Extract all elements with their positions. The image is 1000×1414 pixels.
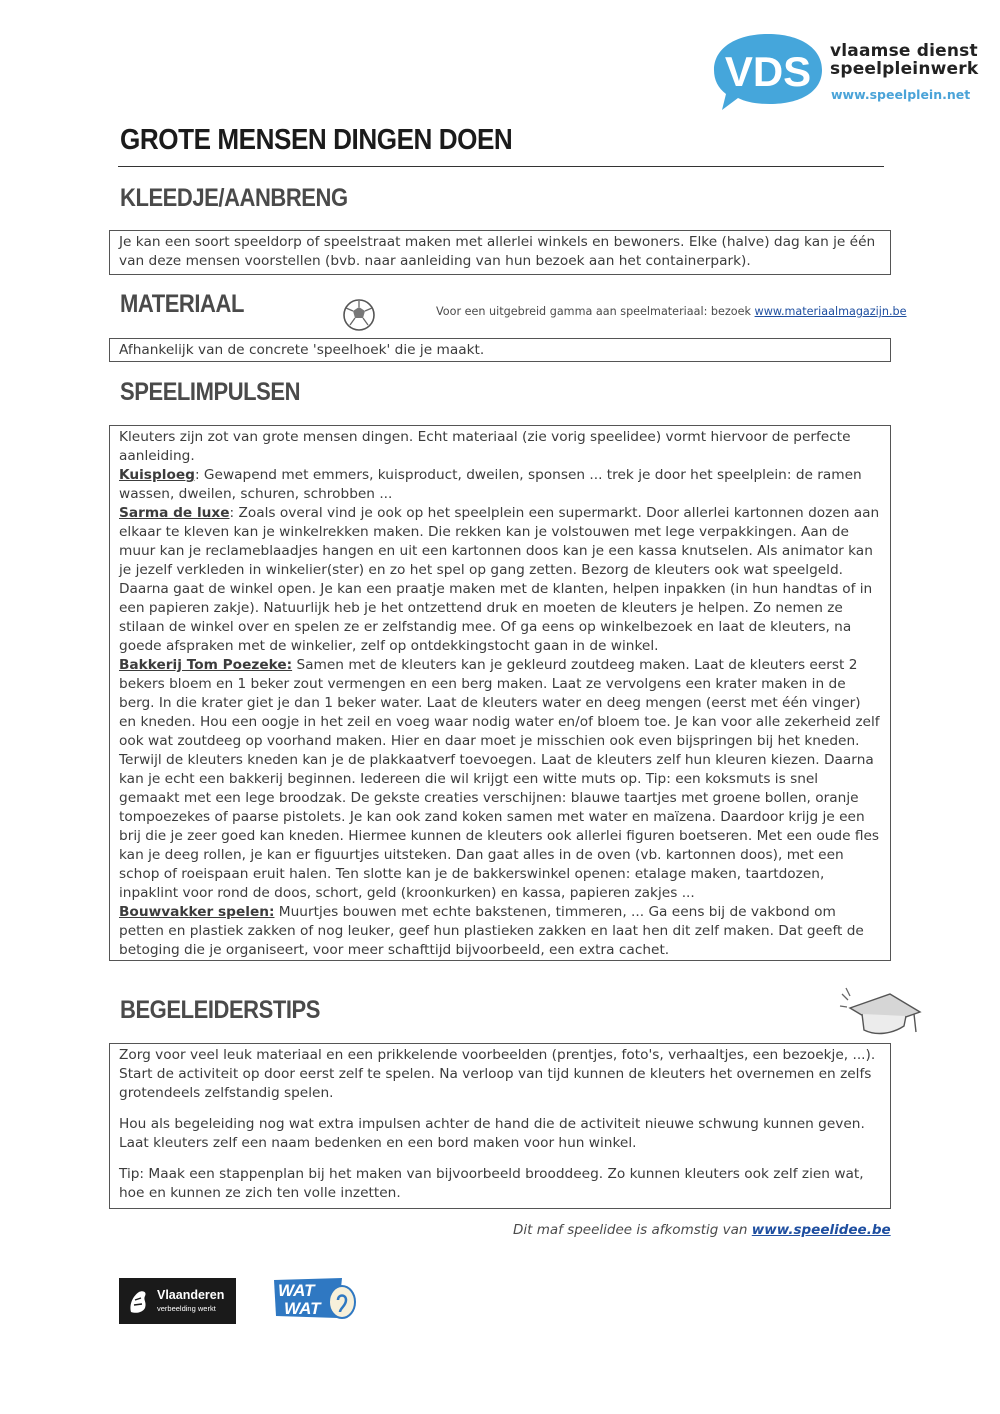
footer-note [513, 1222, 891, 1238]
tips-paragraph-1: Zorg voor veel leuk materiaal en een prikkelende voorbeelden (prentjes, foto's, verhaaltjes, een bezoekje, ...). Start de activiteit op door eerst zelf te spelen. Na verloop van tijd kunnen de kleuters het overnemen en zelfs grotendeels zelfstandig spelen. [119, 1047, 876, 1101]
materiaal-note-text: Voor een uitgebreid gamma aan speelmateriaal: bezoek [436, 305, 751, 318]
org-name [830, 42, 980, 78]
org-name-line2: speelpleinwerk [830, 59, 979, 79]
impuls-text: Samen met de kleuters kan je gekleurd zoutdeeg maken. Laat de kleuters eerst 2 bekers bloem en 1 beker zout vermengen en een berg maken. Laat ze vervolgens een krater maken in de berg. In die krater giet je dan 1 beker water. Laat de kleuters water en deeg mengen (eerst met één vinger) en kneden. Hou een oogje in het zeil en voeg waar nodig water en/of bloem toe. Je kan voor alle zekerheid zelf ook wat zoutdeeg op voorhand maken. Hier en daar moet je misschien ook even bijspringen bij het kneden. Terwijl de kleuters kneden kan je de plakkaatverf toevoegen. Laat de kleuters zelf hun kleuren kiezen. Daarna kan je echt een bakkerij beginnen. Iedereen die wil krijgt een witte muts op. Tip: een koksmuts is snel gemaakt met een lege broodzak. De gekste creaties verschijnen: blauwe taartjes met groene bollen, oranje tompoezekes of paarse pistolets. Je kan ook zand koken samen met water en maïzena. Daardoor krijg je een brij die je zeer goed kan kneden. Hiermee kunnen de kleuters ook allerlei figuren boetseren. Met een oude fles kan je deeg rollen, je kan er figuurtjes uitsteken. Dan gaat alles in de oven (vb. kartonnen doos), met een schop of roeispaan eruit halen. Ten slotte kan je de bakkerswinkel openen: etalage maken, taartdozen, inpaklint voor rond de doos, schort, geld (kroonkurken) en kassa, papieren zakjes ... [119, 657, 880, 901]
impuls-kuisploeg [119, 466, 881, 504]
org-name-line1: vlaamse dienst [830, 41, 978, 61]
vds-logo-bubble [712, 30, 824, 112]
impuls-bouwvakker [119, 903, 881, 960]
vlaanderen-logo-title: Vlaanderen [157, 1288, 225, 1302]
lion-icon [125, 1286, 151, 1316]
impuls-text: Muurtjes bouwen met echte bakstenen, timmeren, ... Ga eens bij de vakbond om petten en plastiek zakken of nog leuker, geef hun plastieken zakken en laat hen dit zelf maken. Dat geeft de betoging die je organiseert, voor meer schafttijd bijvoorbeeld, een extra cachet. [119, 904, 864, 958]
tips-paragraph-3: Tip: Maak een stappenplan bij het maken van bijvoorbeeld brooddeeg. Zo kunnen kleuters ook zelf zien wat, hoe en kunnen ze zich ten volle inzetten. [119, 1166, 864, 1201]
materiaal-text: Afhankelijk van de concrete 'speelhoek' die je maakt. [119, 342, 485, 358]
vds-logo-letters: VDS [724, 48, 812, 95]
title-divider [118, 166, 884, 167]
speelimpulsen-box [109, 425, 891, 961]
heading-begeleiderstips: BEGELEIDERSTIPS [120, 996, 320, 1024]
impuls-label: Sarma de luxe [119, 505, 230, 521]
impuls-label: Bakkerij Tom Poezeke: [119, 657, 293, 673]
heading-materiaal: MATERIAAL [120, 290, 244, 318]
impuls-sarma [119, 504, 881, 656]
impuls-text: Gewapend met emmers, kuisproduct, dweilen, sponsen ... trek je door het speelplein: de ramen wassen, dweilen, schuren, schrobben ... [119, 467, 862, 502]
watwat-logo-line2: WAT [284, 1299, 321, 1318]
footer-note-text: Dit maf speelidee is afkomstig van [513, 1222, 748, 1238]
heading-speelimpulsen: SPEELIMPULSEN [120, 378, 301, 406]
tips-paragraph-2: Hou als begeleiding nog wat extra impulsen achter de hand die de activiteit nieuwe schwung kunnen geven. Laat kleuters zelf een naam bedenken en een bord maken voor hun winkel. [119, 1116, 865, 1151]
org-website[interactable]: www.speelplein.net [831, 87, 971, 102]
speelimpulsen-intro: Kleuters zijn zot van grote mensen dingen. Echt materiaal (zie vorig speelidee) vormt hiervoor de perfecte aanleiding. [119, 429, 851, 464]
impuls-label: Kuisploeg [119, 467, 195, 483]
kleedje-box [109, 230, 891, 275]
impuls-sep: : [194, 467, 200, 483]
materiaal-box [109, 338, 891, 362]
watwat-logo-line1: WAT [278, 1281, 315, 1300]
impuls-label: Bouwvakker spelen: [119, 904, 275, 920]
begeleiderstips-box [109, 1043, 891, 1209]
speelidee-link[interactable]: www.speelidee.be [751, 1222, 891, 1238]
impuls-bakkerij [119, 656, 881, 903]
materiaal-note [436, 305, 907, 318]
graduation-cap-icon [838, 986, 924, 1044]
materiaalmagazijn-link[interactable]: www.materiaalmagazijn.be [754, 305, 907, 318]
kleedje-text: Je kan een soort speeldorp of speelstraat maken met allerlei winkels en bewoners. Elke (halve) dag kan je één van deze mensen voorstellen (bvb. naar aanleiding van hun bezoek aan het containerpark). [119, 234, 876, 269]
football-icon [340, 297, 378, 333]
watwat-logo [272, 1276, 356, 1321]
impuls-sep: : [229, 505, 235, 521]
vlaanderen-logo [119, 1278, 236, 1324]
vlaanderen-logo-tagline: verbeelding werkt [157, 1304, 216, 1313]
page-title: GROTE MENSEN DINGEN DOEN [120, 124, 513, 156]
impuls-text: Zoals overal vind je ook op het speelplein een supermarkt. Door allerlei kartonnen dozen aan elkaar te kleven kan je winkelrekken maken. Die rekken kan je volstouwen met lege verpakkingen. Aan de muur kan je reclameblaadjes hangen en uit een kartonnen doos kan je een kassa knutselen. Als animator kan je jezelf verkleden in winkelier(ster) en zo het spel op gang zetten. Bezorg de kleuters ook wat speelgeld. Daarna gaat de winkel open. Je kan een praatje maken met de klanten, helpen inpakken (in hun handtas of in een papieren zakje). Natuurlijk heb je het ontzettend druk en moeten de kleuters je helpen. Zo nemen ze stilaan de winkel over en spelen ze er zelfstandig mee. Of ga eens op winkelbezoek en laat de kleuters, na goede afspraken met de winkelier, zelf op ontdekkingstocht gaan in de winkel. [119, 505, 880, 654]
heading-kleedje: KLEEDJE/AANBRENG [120, 184, 348, 212]
